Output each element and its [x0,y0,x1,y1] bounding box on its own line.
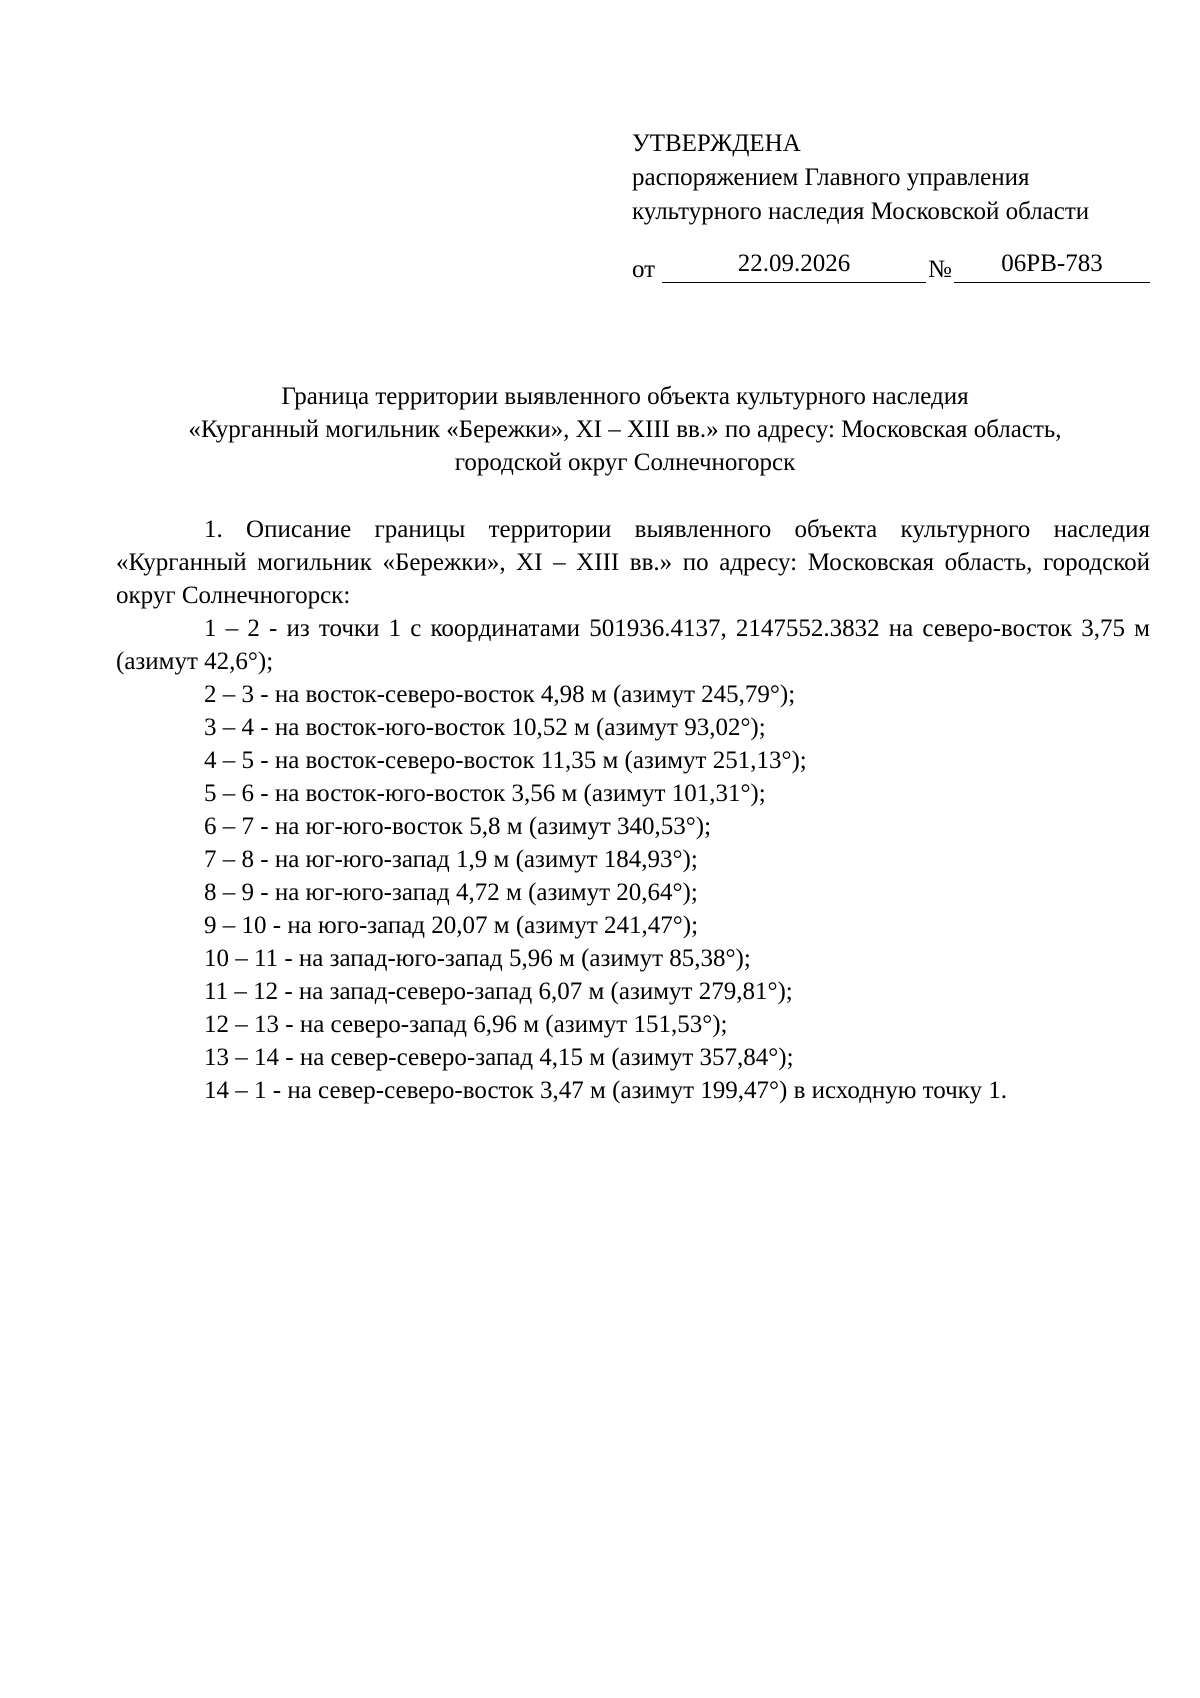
order-date-number [632,246,1152,286]
boundary-segment: 9 – 10 - на юго-запад 20,07 м (азимут 241,47°); [204,912,699,939]
boundary-segment: 14 – 1 - на север-северо-восток 3,47 м (азимут 199,47°) в исходную точку 1. [204,1077,1007,1104]
title-line-3: городской округ Солнечногорск [454,449,796,476]
approval-line-1: распоряжением Главного управления [632,164,1030,191]
title-line-2: «Курганный могильник «Бережки», XI – XIII вв.» по адресу: Московская область, [188,416,1062,443]
boundary-segment: 1 – 2 - из точки 1 с координатами 501936.4137, 2147552.3832 на северо-восток 3,75 м (азимут 42,6°); [116,615,1150,675]
description-intro: 1. Описание границы территории выявленного объекта культурного наследия «Курганный могильник «Бережки», XI – XIII вв.» по адресу: Московская область, городской округ Солнечногорск: [116,516,1150,609]
order-number-label: № [928,256,952,283]
boundary-segment: 5 – 6 - на восток-юго-восток 3,56 м (азимут 101,31°); [204,780,766,807]
boundary-segment: 8 – 9 - на юг-юго-запад 4,72 м (азимут 20,64°); [204,879,698,906]
boundary-segment: 11 – 12 - на запад-северо-запад 6,07 м (азимут 279,81°); [204,978,793,1005]
boundary-segment: 7 – 8 - на юг-юго-запад 1,9 м (азимут 184,93°); [204,846,698,873]
boundary-description [116,513,1150,1107]
document-title [110,380,1140,479]
boundary-segment: 12 – 13 - на северо-запад 6,96 м (азимут 151,53°); [204,1011,728,1038]
boundary-segment: 4 – 5 - на восток-северо-восток 11,35 м (азимут 251,13°); [204,747,807,774]
approval-heading: УТВЕРЖДЕНА [632,130,801,157]
approval-block [632,127,1152,229]
boundary-segment: 13 – 14 - на север-северо-запад 4,15 м (азимут 357,84°); [204,1044,794,1071]
order-number: 06РВ-783 [954,246,1150,283]
boundary-segment: 6 – 7 - на юг-юго-восток 5,8 м (азимут 340,53°); [204,813,712,840]
order-date: 22.09.2026 [662,246,926,283]
order-from-label: от [632,256,656,283]
boundary-segment: 10 – 11 - на запад-юго-запад 5,96 м (азимут 85,38°); [204,945,751,972]
boundary-segment: 2 – 3 - на восток-северо-восток 4,98 м (азимут 245,79°); [204,681,796,708]
boundary-segment: 3 – 4 - на восток-юго-восток 10,52 м (азимут 93,02°); [204,714,766,741]
title-line-1: Граница территории выявленного объекта культурного наследия [281,383,969,410]
approval-line-2: культурного наследия Московской области [632,198,1090,225]
